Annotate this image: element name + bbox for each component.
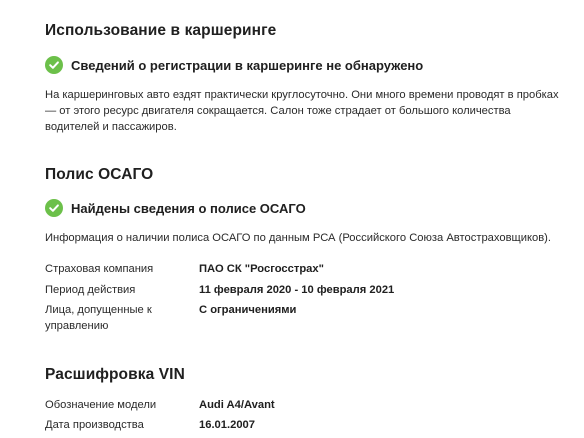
carsharing-status-text: Сведений о регистрации в каршеринге не обнаружено (71, 57, 424, 73)
info-value: 16.01.2007 (199, 419, 255, 431)
info-value: Audi A4/Avant (199, 399, 275, 411)
osago-description: Информация о наличии полиса ОСАГО по данным РСА (Российского Союза Автостраховщиков). (45, 232, 551, 244)
info-label: Лица, допущенные к управлению (45, 304, 152, 332)
check-circle-icon (45, 199, 63, 217)
info-label: Обозначение модели (45, 399, 157, 411)
info-label: Дата производства (45, 419, 144, 431)
info-label: Период действия (45, 284, 136, 296)
vin-section-title: Расшифровка VIN (45, 366, 185, 383)
carsharing-section-title: Использование в каршеринге (45, 22, 277, 39)
osago-section-title: Полис ОСАГО (45, 166, 154, 183)
info-value: ПАО СК "Росгосстрах" (199, 263, 324, 275)
osago-status-text: Найдены сведения о полисе ОСАГО (71, 200, 306, 216)
check-circle-icon (45, 56, 63, 74)
info-value: С ограничениями (199, 304, 297, 316)
osago-status (45, 199, 306, 217)
info-value: 11 февраля 2020 - 10 февраля 2021 (199, 284, 395, 296)
carsharing-description: На каршеринговых авто ездят практически круглосуточно. Они много времени проводят в пробках — от этого ресурс двигателя сокращается. Салон тоже страдает от большого количества водителей и пассажиров. (45, 89, 559, 133)
info-label: Страховая компания (45, 263, 154, 275)
carsharing-status (45, 56, 423, 74)
